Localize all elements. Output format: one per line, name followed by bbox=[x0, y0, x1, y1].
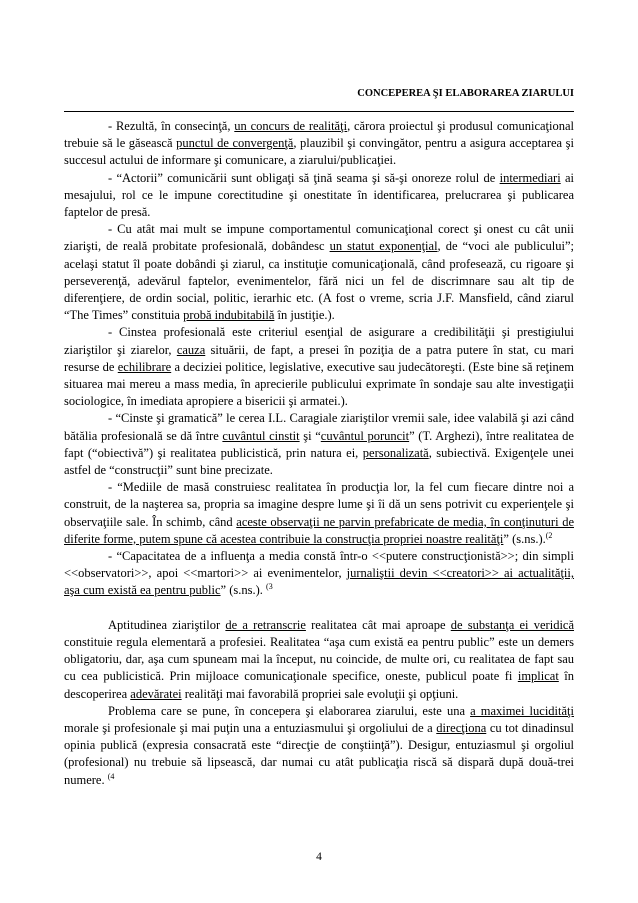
underlined-text: aceste observaţii ne parvin prefabricate de media, în conţinuturi de diferite forme, putem spune că acestea contribuie la construcţia propriei noastre realităţi bbox=[64, 514, 574, 546]
paragraph bbox=[64, 410, 574, 479]
underlined-text: intermediari bbox=[499, 170, 561, 185]
body-text bbox=[64, 118, 574, 789]
underlined-text: probă indubitabilă bbox=[183, 308, 275, 323]
text-run: , cărora proiectul şi produsul comunicaţional trebuie să le găsească bbox=[64, 119, 575, 151]
text-run: - “Actorii” comunicării sunt obligaţi să ţină seama şi să-şi onoreze rolul de bbox=[108, 170, 500, 185]
paragraph bbox=[64, 221, 574, 324]
text-run: ai mesajului, rol ce le impune corectitudine şi onestitate în identificarea, prelucrarea şi publicarea faptelor de presă. bbox=[64, 170, 574, 220]
text-run: - “Cinste şi gramatică” le cerea I.L. Caragiale ziariştilor vremii sale, idee valabilă şi azi când bătălia profesională se dă între bbox=[64, 411, 574, 443]
paragraph bbox=[64, 617, 574, 703]
text-run: realităţi mai favorabilă propriei sale evoluţii şi opţiuni. bbox=[181, 686, 459, 701]
underlined-text: personalizată bbox=[362, 445, 429, 460]
underlined-text: cauza bbox=[176, 342, 206, 357]
underlined-text: direcţiona bbox=[436, 720, 487, 735]
underlined-text: cuvântul cinstit bbox=[222, 428, 300, 443]
paragraph bbox=[64, 170, 574, 222]
paragraph bbox=[64, 118, 574, 170]
text-run: ” (T. Arghezi), între realitatea de fapt (“obiectivă”) şi realitatea publicistică, prin natura ei, bbox=[64, 428, 574, 460]
page-number: 4 bbox=[316, 851, 322, 863]
paragraph bbox=[64, 703, 574, 789]
text-run: - “Capacitatea de a influenţa a media constă într-o <<putere construcţionistă>>; din simpli <<observatori>>, apoi <<martori>> ai evenimentelor, bbox=[64, 549, 574, 581]
underlined-text: de substanţa ei veridică bbox=[450, 617, 575, 632]
paragraph bbox=[64, 548, 574, 600]
text-run: ” (s.ns.). bbox=[220, 583, 267, 598]
text-run: - “Mediile de masă construiesc realitatea în producţia lor, la fel cum fiecare dintre noi a construit, de la naşterea sa, propria sa imagine despre lume şi îi dă un sens potrivit cu experienţele şi observaţiile sale. În schimb, când bbox=[64, 480, 574, 529]
text-run: ” (s.ns.). bbox=[503, 531, 546, 546]
footnote-ref: (3 bbox=[266, 582, 273, 592]
text-run: - Cu atât mai mult se impune comportamentul comunicaţional corect şi onest cu cât unii ziarişti, de reală probitate profesională, dobândesc bbox=[64, 222, 574, 254]
underlined-text: de a retranscrie bbox=[225, 617, 306, 632]
text-run: realitatea cât mai aproape bbox=[305, 617, 451, 632]
text-run: , plauzibil şi convingător, pentru a asigura acceptarea şi succesul actului de informare şi comunicare, a ziarului/publicaţiei. bbox=[64, 136, 574, 168]
text-run: , de “voci ale publicului”; acelaşi statut îl poate dobândi şi ziarul, ca instituţie comunicaţională, când profesează, cu rigoare şi perseverenţă, adevărul faptelor, evenimentelor, fără nici un fel de discrimnare sau alt tip de diferenţiere, de ordin social, politic, ierarhic etc. (A fost o vreme, scria J.F. Mansfield, când ziarul “The Times” constituia bbox=[64, 239, 574, 323]
underlined-text: a maximei lucidităţi bbox=[470, 703, 574, 718]
underlined-text: echilibrare bbox=[117, 359, 172, 374]
text-run: Aptitudinea ziariştilor bbox=[108, 617, 226, 632]
text-run: - Cinstea profesională este criteriul esenţial de asigurare a credibilităţii şi prestigiului ziariştilor şi ziarelor, bbox=[64, 325, 574, 357]
underlined-text: punctul de convergenţă bbox=[176, 136, 294, 151]
underlined-text: un statut exponenţial bbox=[329, 239, 438, 254]
text-run: a deciziei politice, legislative, executive sau judecătoreşti. (Este bine să reţinem situarea mai mereu a mass media, în aprecierile publicului exprimate în sondaje sau alte investigaţii sociologice, în imediata apropiere a bisericii şi armatei.). bbox=[64, 359, 575, 409]
underlined-text: implicat bbox=[517, 669, 559, 684]
text-run: Problema care se pune, în concepera şi elaborarea ziarului, este una bbox=[108, 703, 471, 718]
paragraph bbox=[64, 324, 574, 410]
header-rule bbox=[64, 111, 574, 112]
text-run: situării, de fapt, a presei în poziţia de a patra putere în stat, cu mari resurse de bbox=[64, 342, 574, 374]
underlined-text: cuvântul poruncit bbox=[320, 428, 410, 443]
underlined-text: adevăratei bbox=[130, 686, 182, 701]
underlined-text: un concurs de realităţi bbox=[234, 119, 348, 133]
footnote-ref: (2 bbox=[545, 530, 553, 540]
running-header: CONCEPEREA ŞI ELABORAREA ZIARULUI bbox=[357, 88, 574, 99]
footnote-ref: (4 bbox=[107, 771, 115, 781]
text-run: în justiţie.). bbox=[274, 308, 335, 323]
text-run: cu tot dinadinsul opinia publică (expresia consacrată este “direcţie de conştiinţă”). Desigur, entuziasmul şi orgoliul (profesional) nu trebuie să lipsească, dar numai cu atât publicaţia riscă să dispară după două-trei numere. bbox=[64, 720, 574, 787]
text-run: morale şi profesionale şi mai puţin una a entuziasmului şi orgoliului de a bbox=[64, 720, 437, 735]
text-run: constituie regula elementară a profesiei. Realitatea “aşa cum există ea pentru public” este un demers obligatoriu, dar, aşa cum spuneam mai la început, nu coincide, de multe ori, cu realitatea de fapt sau cu cea publicistică. Prin mijloace comunicaţionale specifice, oneste, publicul poate fi bbox=[64, 634, 574, 684]
underlined-text: jurnaliştii devin <<creatori>> ai actualităţii, aşa cum există ea pentru public bbox=[64, 566, 574, 598]
text-run: în descoperirea bbox=[64, 669, 574, 701]
text-run: şi “ bbox=[299, 428, 321, 443]
text-run: , subiectivă. Exigenţele unei astfel de “construcţii” sunt bine precizate. bbox=[64, 445, 575, 478]
text-run: - Rezultă, în consecinţă, bbox=[108, 119, 235, 133]
paragraph bbox=[64, 479, 574, 548]
